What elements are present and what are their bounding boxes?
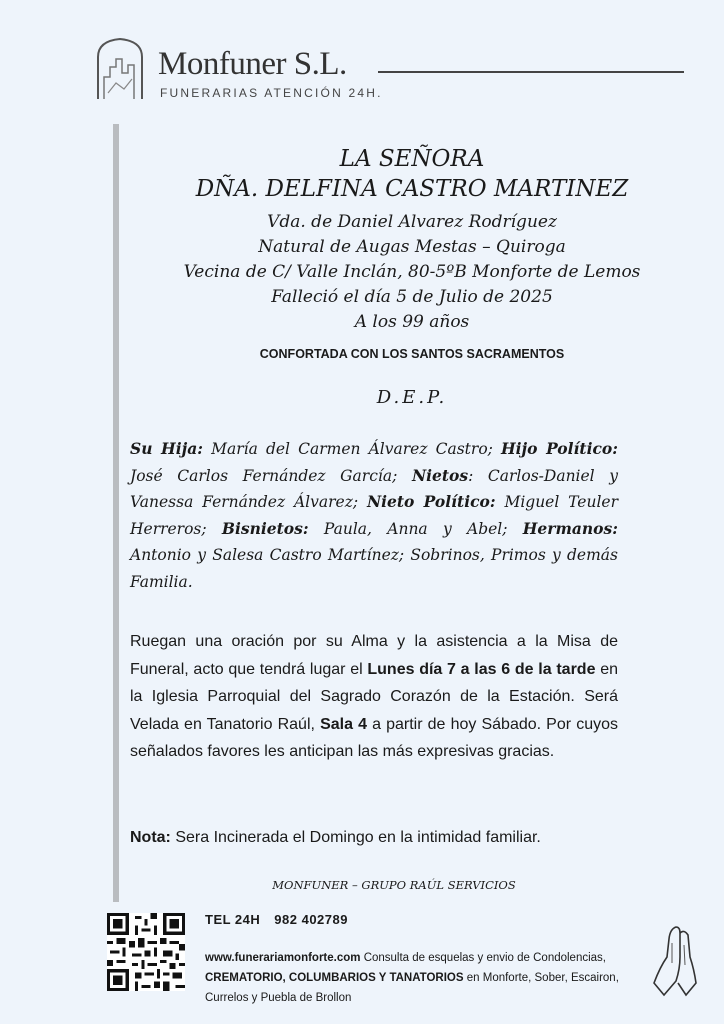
mass-text-3: a partir de hoy Sábado. Por cuyos señalados favores les anticipan las más expresivas gracias. [130, 715, 618, 760]
mass-text-2: en la Iglesia Parroquial del Sagrado Corazón de la Estación. Será Velada en Tanatorio Raúl, [130, 660, 619, 733]
company-tagline: FUNERARIAS ATENCIÓN 24H. [160, 86, 383, 100]
phone-line [205, 912, 348, 927]
mass-text-1: Ruegan una oración por su Alma y la asistencia a la Misa de Funeral, acto que tendrá lugar el [130, 633, 618, 678]
website-link[interactable]: www.funerariamonforte.com [205, 952, 361, 964]
hermanos-names: Antonio y Salesa Castro Martínez; Sobrinos, Primos y demás Familia. [130, 546, 618, 591]
nietos-label: Nietos [411, 465, 469, 485]
hijo-politico-name: José Carlos Fernández García; [130, 466, 398, 485]
group-signature: MONFUNER – GRUPO RAÚL SERVICIOS [272, 878, 516, 892]
footer-text [205, 948, 645, 1008]
phone-number[interactable]: 982 402789 [274, 912, 348, 927]
sacraments-line: CONFORTADA CON LOS SANTOS SACRAMENTOS [259, 347, 565, 361]
widow-of: Vda. de Daniel Alvarez Rodríguez [267, 212, 557, 232]
monfuner-logo-icon [92, 37, 148, 101]
note-label: Nota: [130, 829, 171, 846]
nieto-politico-label: Nieto Político: [366, 492, 496, 511]
footer-text-1: Consulta de esquelas y envio de Condolencias, [360, 952, 606, 964]
family-paragraph [130, 436, 618, 595]
note-text: Sera Incinerada el Domingo en la intimidad familiar. [175, 829, 541, 846]
header-rule [378, 71, 684, 73]
hijo-politico-label: Hijo Político: [501, 439, 618, 458]
bisnietos-label: Bisnietos: [221, 518, 309, 538]
nietos-names: : Carlos-Daniel y Vanessa Fernández Álvarez; [130, 466, 618, 511]
hija-name: María del Carmen Álvarez Castro; [211, 440, 493, 458]
praying-hands-icon [650, 923, 700, 999]
company-name: Monfuner S.L. [158, 46, 347, 82]
hija-label: Su Hija: [130, 439, 203, 458]
deceased-name: DÑA. DELFINA CASTRO MARTINEZ [195, 176, 629, 202]
bisnietos-names: Paula, Anna y Abel; [323, 519, 508, 538]
nieto-politico-name: Miguel Teuler Herreros; [130, 493, 618, 538]
footer-text-2: en Monforte, Sober, Escairon, Currelos y Puebla de Brollon [205, 972, 619, 1004]
side-bar [113, 124, 119, 902]
phone-label: TEL 24H [205, 912, 261, 927]
rip-line: D.E.P. [376, 387, 448, 408]
qr-code-icon [107, 913, 185, 991]
services-list: CREMATORIO, COLUMBARIOS Y TANATORIOS [205, 972, 464, 984]
mass-room: Sala 4 [320, 715, 367, 733]
date-of-death: Falleció el día 5 de Julio de 2025 [271, 287, 553, 307]
age: A los 99 años [354, 312, 470, 332]
notice-title: LA SEÑORA [339, 146, 485, 172]
mass-datetime: Lunes día 7 a las 6 de la tarde [367, 660, 596, 678]
native-of: Natural de Augas Mestas – Quiroga [258, 237, 566, 257]
mass-paragraph [130, 628, 618, 766]
resident-of: Vecina de C/ Valle Inclán, 80-5ºB Monforte de Lemos [183, 262, 641, 282]
hermanos-label: Hermanos: [522, 518, 618, 538]
note-line [130, 829, 541, 847]
